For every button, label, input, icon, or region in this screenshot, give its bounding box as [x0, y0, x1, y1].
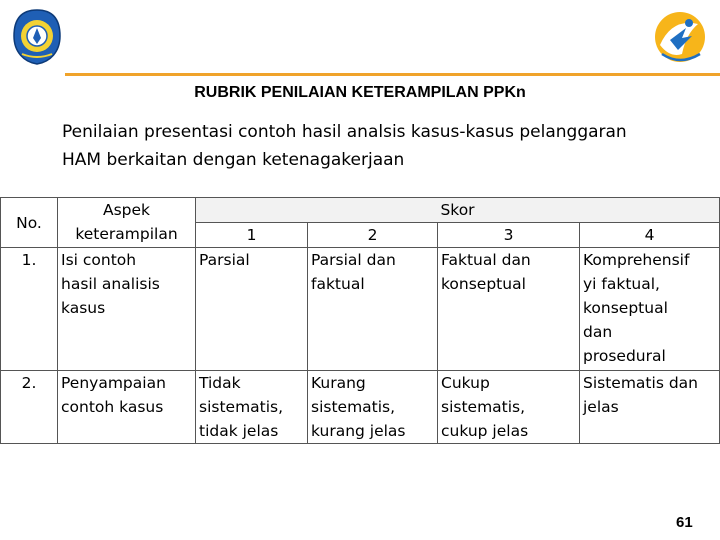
ministry-emblem-logo — [12, 8, 62, 66]
row-number: 2. — [1, 371, 58, 444]
cell-line: kurang jelas — [311, 422, 406, 440]
cell-line: Kurang — [311, 374, 366, 392]
cell-line: Tidak — [199, 374, 241, 392]
rubric-description — [62, 118, 712, 174]
header-aspek — [58, 198, 196, 248]
score-level: 4 — [580, 223, 720, 248]
cell-line: kasus — [61, 299, 106, 317]
curriculum-logo — [652, 10, 708, 68]
score-level: 2 — [308, 223, 438, 248]
cell-line: faktual — [311, 275, 365, 293]
header-skor — [196, 198, 720, 223]
cell-line: prosedural — [583, 347, 666, 365]
row-aspek — [58, 248, 196, 371]
header-skor-label: Skor — [440, 201, 475, 219]
cell-line: sistematis, — [441, 398, 526, 416]
row-score-4 — [580, 248, 720, 371]
cell-line: Penyampaian — [61, 374, 166, 392]
cell-line: jelas — [583, 398, 619, 416]
cell-line: konseptual — [583, 299, 668, 317]
cell-line: Komprehensif — [583, 251, 690, 269]
table-row — [1, 248, 720, 371]
cell-line: Cukup — [441, 374, 490, 392]
row-score-2 — [308, 248, 438, 371]
cell-line: Parsial dan — [311, 251, 396, 269]
cell-line: Sistematis dan — [583, 374, 698, 392]
header-aspek-line: keterampilan — [75, 225, 178, 243]
cell-line: cukup jelas — [441, 422, 529, 440]
score-level: 3 — [438, 223, 580, 248]
cell-line: dan — [583, 323, 613, 341]
header-no-label: No. — [16, 213, 42, 232]
cell-line: hasil analisis — [61, 275, 160, 293]
description-line: Penilaian presentasi contoh hasil analsis kasus-kasus pelanggaran — [62, 122, 627, 142]
header-divider — [65, 73, 720, 76]
cell-line: sistematis, — [311, 398, 396, 416]
cell-line: yi faktual, — [583, 275, 660, 293]
description-line: HAM berkaitan dengan ketenagakerjaan — [62, 150, 405, 170]
row-score-1 — [196, 248, 308, 371]
cell-line: Faktual dan — [441, 251, 531, 269]
rubric-table — [0, 197, 720, 444]
cell-line: Parsial — [199, 251, 250, 269]
row-aspek — [58, 371, 196, 444]
score-level: 1 — [196, 223, 308, 248]
cell-line: sistematis, — [199, 398, 284, 416]
page-number: 61 — [676, 514, 693, 531]
row-score-1 — [196, 371, 308, 444]
table-row — [1, 371, 720, 444]
cell-line: contoh kasus — [61, 398, 164, 416]
header-aspek-line: Aspek — [102, 201, 151, 219]
table-header-row — [1, 198, 720, 223]
row-score-3 — [438, 248, 580, 371]
row-score-2 — [308, 371, 438, 444]
header-no — [1, 198, 58, 248]
cell-line: konseptual — [441, 275, 526, 293]
row-score-3 — [438, 371, 580, 444]
document-title: RUBRIK PENILAIAN KETERAMPILAN PPKn — [194, 84, 526, 101]
row-number: 1. — [1, 248, 58, 371]
row-score-4 — [580, 371, 720, 444]
cell-line: Isi contoh — [61, 251, 137, 269]
cell-line: tidak jelas — [199, 422, 279, 440]
